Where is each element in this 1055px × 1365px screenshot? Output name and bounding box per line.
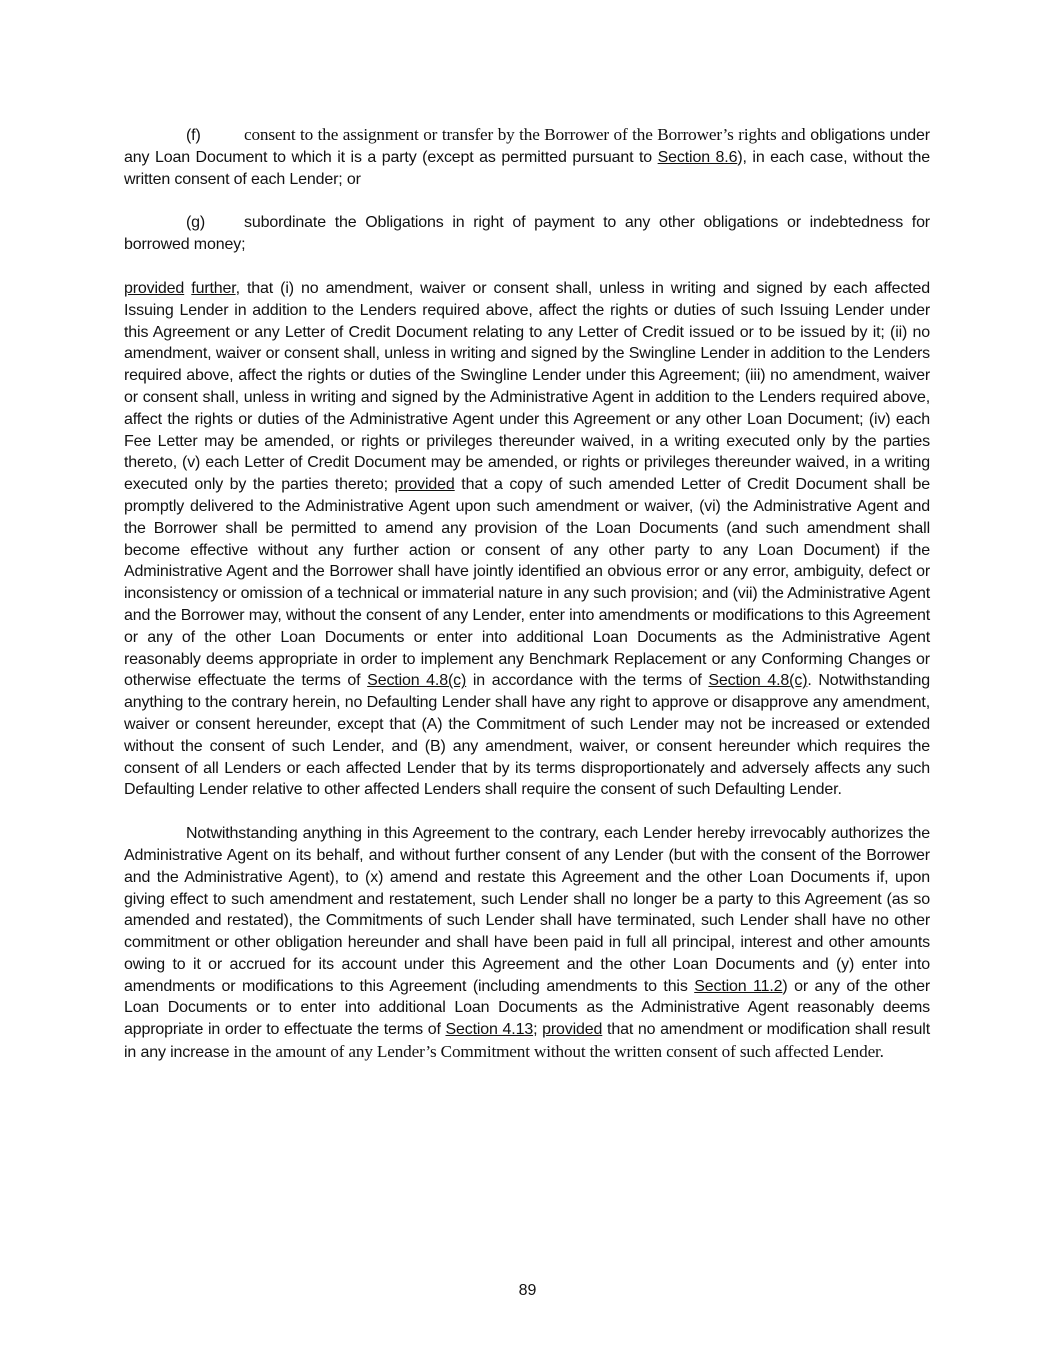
section-4-8c-reference-2: Section 4.8(c)	[708, 672, 808, 690]
clause-f-text-a: obligations under any Loan Document to which it is a party (except as permitted pursuant to	[124, 127, 930, 166]
provided-term-3: provided	[542, 1021, 603, 1039]
section-4-13-reference: Section 4.13	[445, 1021, 534, 1039]
further-term: further	[191, 279, 236, 297]
clause-g	[124, 212, 930, 256]
section-4-8c-reference: Section 4.8(c)	[367, 672, 467, 690]
proviso-paragraph	[124, 278, 930, 801]
clause-f-text-b: ), in each case, without the written consent of each Lender; or	[124, 148, 930, 188]
proviso-text-3: in accordance with the terms of	[466, 672, 709, 690]
clause-g-label: (g)	[186, 214, 206, 232]
final-text-3: ;	[533, 1021, 543, 1039]
final-text-1: Notwithstanding anything in this Agreement to the contrary, each Lender hereby irrevocably authorizes the Administrative Agent on its behalf, and without further consent of any Lender (but with the consent of the Borrower and the Administrative Agent), to (x) amend and restate this Agreement and the other Loan Documents if, upon giving effect to such amendment and restatement, such Lender shall no longer be a party to this Agreement (as so amended and restated), the Commitments of such Lender shall have terminated, such Lender shall have no other commitment or other obligation hereunder and shall have been paid in full all principal, interest and other amounts owing to it or accrued for its account under this Agreement and the other Loan Documents and (y) enter into amendments or modifications to this Agreement (including amendments to this	[124, 825, 930, 995]
clause-g-text: subordinate the Obligations in right of payment to any other obligations or indebtedness for borrowed money;	[124, 214, 930, 254]
proviso-text-1: , that (i) no amendment, waiver or consent shall, unless in writing and signed by each affected Issuing Lender in addition to the Lenders required above, affect the rights or duties of such Issuing Lender under this Agreement or any Letter of Credit Document relating to any Letter of Credit issued or to be issued by it; (ii) no amendment, waiver or consent shall, unless in writing and signed by the Swingline Lender in addition to the Lenders required above, affect the rights or duties of the Swingline Lender under this Agreement; (iii) no amendment, waiver or consent shall, unless in writing and signed by the Administrative Agent in addition to the Lenders required above, affect the rights or duties of the Administrative Agent under this Agreement or any other Loan Document; (iv) each Fee Letter may be amended, or rights or privileges thereunder waived, in a writing executed only by the parties thereto, (v) each Letter of Credit Document may be amended, or rights or privileges thereunder waived, in a writing executed only by the parties thereto;	[124, 279, 931, 494]
section-11-2-reference: Section 11.2	[694, 977, 783, 995]
final-paragraph	[124, 823, 930, 1064]
final-text-2: ) or any of the other Loan Documents or to enter into additional Loan Documents as the Administrative Agent reasonably deems appropriate in order to effectuate the terms of	[124, 977, 930, 1039]
final-text-4: that no amendment or modification shall result in any increase	[124, 1021, 930, 1062]
document-body	[124, 124, 930, 1086]
provided-term: provided	[124, 279, 185, 297]
provided-term-2: provided	[394, 476, 455, 494]
proviso-text-2: that a copy of such amended Letter of Credit Document shall be promptly delivered to the Administrative Agent upon such amendment or waiver, (vi) the Administrative Agent and the Borrower shall be permitted to amend any provision of the Loan Documents (and such amendment shall become effective without any further action or consent of any other party to any Loan Document) if the Administrative Agent and the Borrower shall have jointly identified an obvious error or any error, ambiguity, defect or inconsistency or omission of a technical or immaterial nature in any such provision; and (vii) the Administrative Agent and the Borrower may, without the consent of any Lender, enter into amendments or modifications to this Agreement or any of the other Loan Documents or enter into additional Loan Documents as the Administrative Agent reasonably deems appropriate in order to implement any Benchmark Replacement or any Conforming Changes or otherwise effectuate the terms of	[124, 476, 931, 690]
final-text-5-serif: in the amount of any Lender’s Commitment without the written consent of such affected Lender.	[229, 1042, 884, 1062]
section-8-6-reference: Section 8.6	[657, 148, 738, 166]
proviso-text-4: . Notwithstanding anything to the contrary herein, no Defaulting Lender shall have any right to approve or disapprove any amendment, waiver or consent hereunder, except that (A) the Commitment of such Lender may not be increased or extended without the consent of such Lender, and (B) any amendment, waiver, or consent hereunder which requires the consent of all Lenders or each affected Lender that by its terms disproportionately and adversely affects any such Defaulting Lender relative to other affected Lenders shall require the consent of such Defaulting Lender.	[124, 672, 930, 799]
clause-f-label: (f)	[186, 127, 201, 144]
clause-f	[124, 124, 930, 190]
page-number: 89	[518, 1282, 537, 1299]
clause-f-text-serif: consent to the assignment or transfer by the Borrower of the Borrower’s rights and	[244, 125, 806, 144]
